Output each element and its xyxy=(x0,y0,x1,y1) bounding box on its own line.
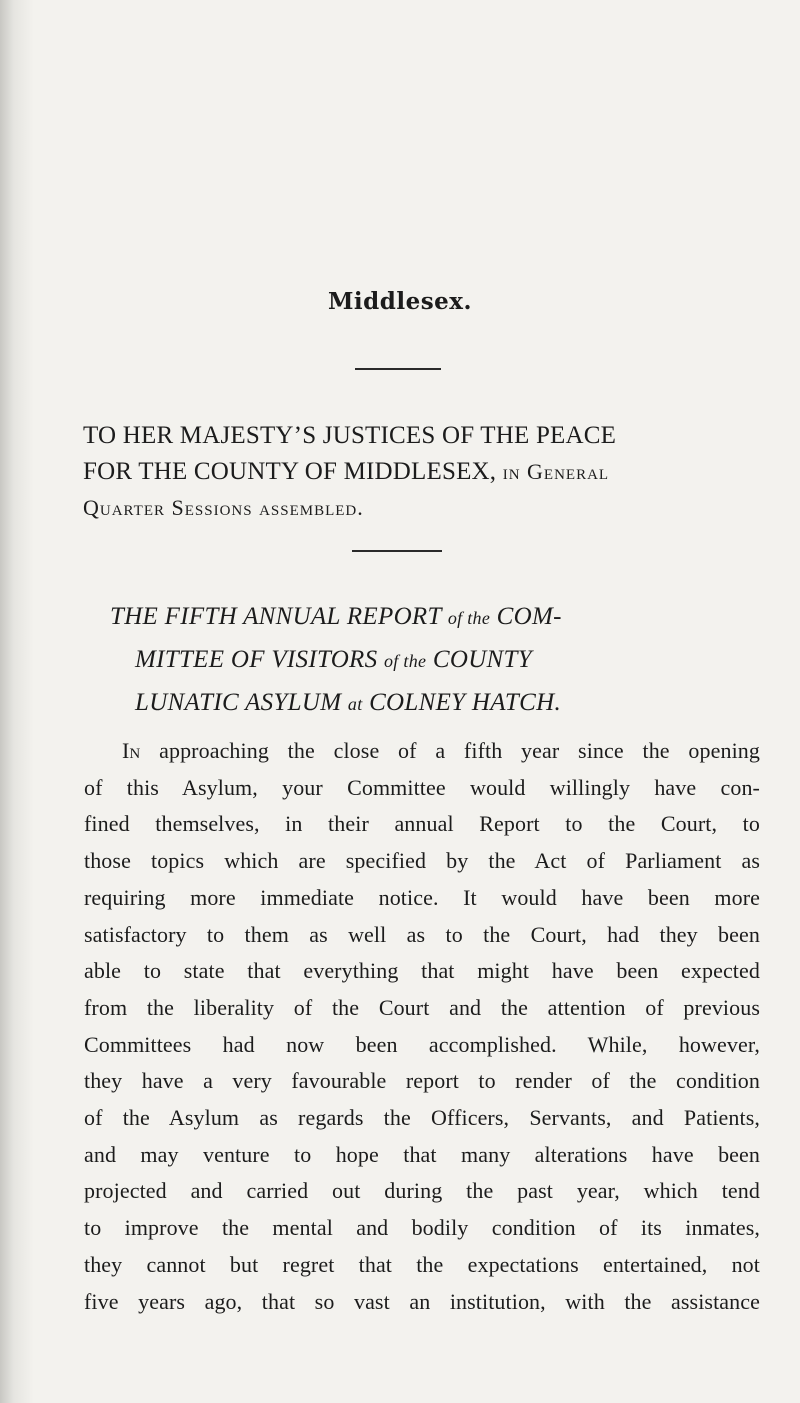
page-heading: Middlesex. xyxy=(327,288,473,315)
report-title-line-3-c: COLNEY HATCH. xyxy=(369,689,561,716)
body-line-1-text: approaching the close of a fifth year since the opening xyxy=(159,738,760,763)
report-title-line-3-a: LUNATIC ASYLUM xyxy=(135,689,342,716)
address-line-3: Quarter Sessions assembled. xyxy=(83,495,364,520)
report-title-line-1-b: of the xyxy=(447,608,491,628)
body-line-9: Committees had now been accomplished. While, however, xyxy=(84,1031,760,1057)
body-line-5: requiring more immediate notice. It would have been more xyxy=(84,884,760,910)
report-title-line-2-c: COUNTY xyxy=(432,646,532,673)
body-line-8: from the liberality of the Court and the attention of previous xyxy=(84,994,760,1020)
body-line-7: able to state that everything that might have been expected xyxy=(84,958,760,984)
body-line-13: projected and carried out during the past year, which tend xyxy=(84,1178,760,1204)
report-title-line-1 xyxy=(110,596,770,639)
body-line-10: they have a very favourable report to render of the condition xyxy=(84,1068,760,1094)
report-title-line-3 xyxy=(110,682,770,725)
address-line-1: TO HER MAJESTY’S JUSTICES OF THE PEACE xyxy=(83,422,617,449)
report-title-line-2 xyxy=(110,639,770,682)
body-line-11: of the Asylum as regards the Officers, Servants, and Patients, xyxy=(84,1105,760,1131)
body-line-14: to improve the mental and bodily condition of its inmates, xyxy=(84,1215,760,1241)
report-title-line-2-b: of the xyxy=(384,651,427,671)
body-first-word: In xyxy=(122,738,141,763)
body-line-3: fined themselves, in their annual Report to the Court, to xyxy=(84,811,760,837)
report-title-line-1-a: THE FIFTH ANNUAL REPORT xyxy=(110,603,442,630)
body-line-16: five years ago, that so vast an institution, with the assistance xyxy=(84,1288,760,1314)
address-line-2 xyxy=(83,454,753,490)
report-title-line-1-c: COM- xyxy=(496,603,562,630)
report-title-line-2-a: MITTEE OF VISITORS xyxy=(135,646,378,673)
body-line-2: of this Asylum, your Committee would willingly have con- xyxy=(84,774,760,800)
address-line-2-main: FOR THE COUNTY OF MIDDLESEX, xyxy=(83,458,497,485)
body-line-12: and may venture to hope that many alterations have been xyxy=(84,1141,760,1167)
body-line-4: those topics which are specified by the Act of Parliament as xyxy=(84,848,760,874)
address-line-2-smallcaps: in General xyxy=(502,459,610,484)
body-line-6: satisfactory to them as well as to the Court, had they been xyxy=(84,921,760,947)
divider-rule-top xyxy=(355,368,441,370)
address-block xyxy=(83,418,753,526)
divider-rule-middle xyxy=(352,550,442,552)
body-line-1 xyxy=(84,733,760,770)
report-title xyxy=(110,596,770,725)
body-line-15: they cannot but regret that the expectations entertained, not xyxy=(84,1251,760,1277)
report-title-line-3-b: at xyxy=(347,694,363,714)
body-paragraph xyxy=(84,733,760,1320)
